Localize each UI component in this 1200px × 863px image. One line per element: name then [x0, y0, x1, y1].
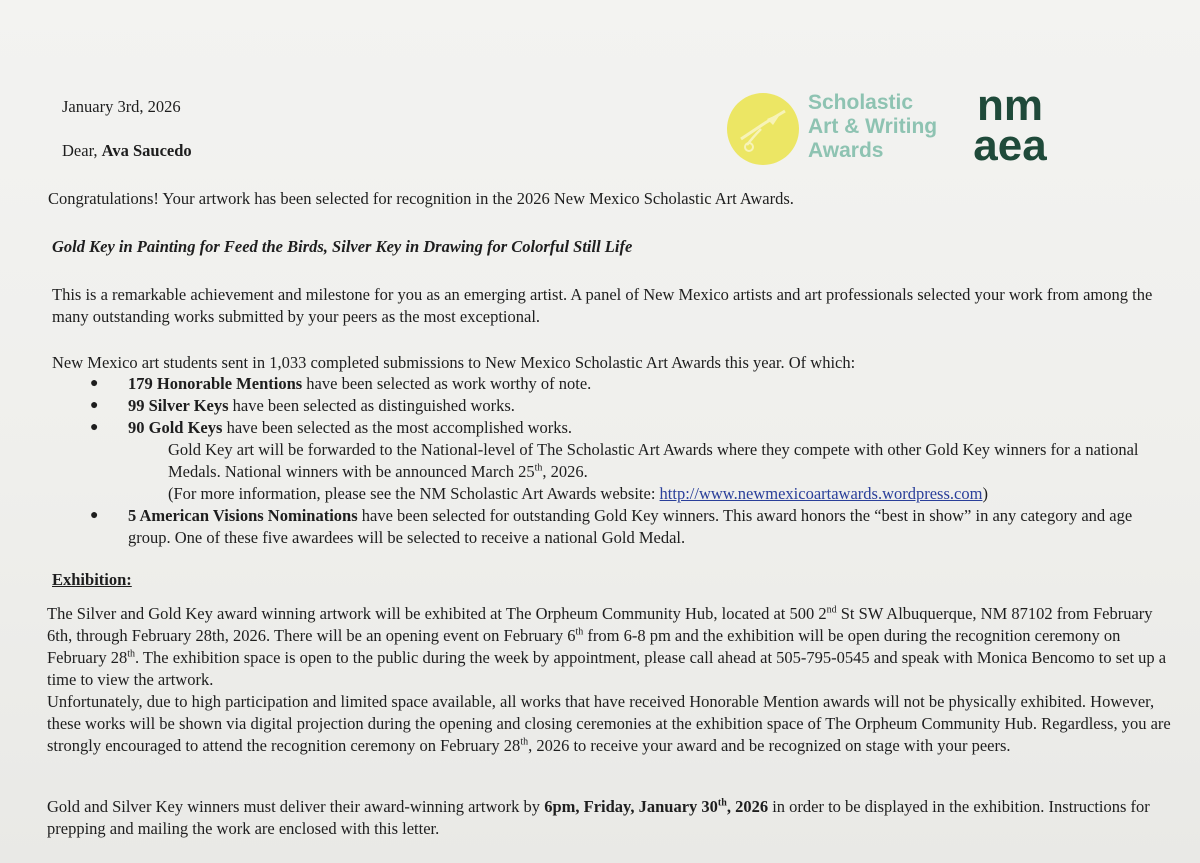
stat-text: have been selected for outstanding Gold Key winners. This award honors the “best in show” in any category and age group. One of these five awardees will be selected to receive a national Gold Medal.: [128, 506, 1133, 547]
gold-key-note-text: Gold Key art will be forwarded to the National-level of The Scholastic Art Awards where they compete with other Gold Key winners for a national Medals. National winners with be announced March 25: [168, 440, 1139, 481]
submissions-intro: New Mexico art students sent in 1,033 completed submissions to New Mexico Scholastic Art Awards this year. Of which:: [52, 353, 856, 372]
award-stats-list: [90, 373, 1170, 549]
list-item: [90, 373, 1170, 395]
bullet-icon: ●: [90, 376, 99, 391]
gold-key-note: [128, 439, 1170, 483]
superscript: nd: [826, 604, 837, 616]
scholastic-logo-icon: [727, 93, 799, 165]
superscript: th: [520, 736, 529, 748]
exh-text: Unfortunately, due to high participation and limited space available, all works that have received Honorable Mention awards will not be physically exhibited. However, these works will be shown via digital projection during the opening and closing ceremonies at the exhibition space of The Orpheum Community Hub. Regardless, you are strongly encouraged to attend the recognition ceremony on February 28: [47, 692, 1171, 755]
website-note: [128, 483, 1170, 505]
stat-text: have been selected as work worthy of note.: [302, 374, 592, 393]
exh-text: from 6-8 pm and the exhibition will be open during the recognition ceremony on February 28: [47, 626, 1121, 667]
nmaea-logo: [965, 84, 1055, 164]
superscript: th: [127, 648, 135, 660]
exhibition-body: [47, 603, 1177, 757]
scholastic-line-3: Awards: [808, 139, 884, 162]
salutation-prefix: Dear,: [62, 141, 98, 160]
website-note-close: ): [982, 484, 988, 503]
gold-key-note-text-end: , 2026.: [542, 462, 588, 481]
exh-text: The Silver and Gold Key award winning artwork will be exhibited at The Orpheum Community Hub, located at 500 2: [47, 604, 827, 623]
website-link[interactable]: http://www.newmexicoartawards.wordpress.com: [659, 484, 983, 503]
superscript: th: [575, 626, 584, 638]
stat-bold: 5 American Visions Nominations: [128, 506, 358, 525]
scholastic-line-2: Art & Writing: [808, 115, 938, 138]
salutation: [62, 140, 192, 162]
letter-date: January 3rd, 2026: [62, 97, 181, 116]
scholastic-logo-text: [808, 91, 937, 163]
bullet-icon: ●: [90, 508, 99, 523]
exhibition-paragraph-2: [47, 691, 1177, 757]
superscript: th: [534, 462, 543, 474]
stat-text: have been selected as the most accomplished works.: [222, 418, 573, 437]
exhibition-heading: Exhibition:: [52, 570, 132, 589]
bullet-icon: ●: [90, 398, 99, 413]
pen-nib-icon: [727, 93, 799, 165]
delivery-deadline: [544, 797, 768, 816]
achievement-paragraph: This is a remarkable achievement and milestone for you as an emerging artist. A panel of New Mexico artists and art professionals selected your work from among the many outstanding works submitted by your peers as the most exceptional.: [52, 285, 1153, 326]
exh-text: St SW Albuquerque, NM 87102 from February 6th, through February 28th, 2026. There will be an opening event on February 6: [47, 604, 1153, 645]
delivery-paragraph: [47, 796, 1177, 840]
website-note-text: (For more information, please see the NM Scholastic Art Awards website:: [168, 484, 660, 503]
deadline-year: , 2026: [726, 797, 769, 816]
scholastic-line-1: Scholastic: [808, 91, 914, 114]
stat-bold: 90 Gold Keys: [128, 418, 223, 437]
deadline-text: 6pm, Friday, January 30: [544, 797, 718, 816]
list-item: [90, 395, 1170, 417]
stat-text: have been selected as distinguished works.: [228, 396, 515, 415]
superscript: th: [717, 797, 727, 809]
recipient-name: Ava Saucedo: [101, 141, 192, 160]
bullet-icon: ●: [90, 420, 99, 435]
delivery-text-end: in order to be displayed in the exhibition. Instructions for prepping and mailing the work are enclosed with this letter.: [47, 797, 1150, 838]
list-item: [90, 417, 1170, 505]
nmaea-logo-top: nm: [977, 84, 1043, 130]
awards-line: Gold Key in Painting for Feed the Birds, Silver Key in Drawing for Colorful Still Life: [52, 237, 633, 256]
delivery-text: Gold and Silver Key winners must deliver their award-winning artwork by: [47, 797, 545, 816]
stat-bold: 179 Honorable Mentions: [128, 374, 303, 393]
nmaea-logo-bottom: aea: [973, 121, 1047, 164]
exhibition-paragraph-1: [47, 603, 1177, 691]
exh-text: . The exhibition space is open to the public during the week by appointment, please call ahead at 505-795-0545 and speak with Monica Bencomo to set up a time to view the artwork.: [47, 648, 1167, 689]
stat-bold: 99 Silver Keys: [128, 396, 229, 415]
congratulations-text: Congratulations! Your artwork has been selected for recognition in the 2026 New Mexico Scholastic Art Awards.: [48, 189, 794, 208]
list-item: [90, 505, 1170, 549]
exh-text: , 2026 to receive your award and be recognized on stage with your peers.: [528, 736, 1011, 755]
